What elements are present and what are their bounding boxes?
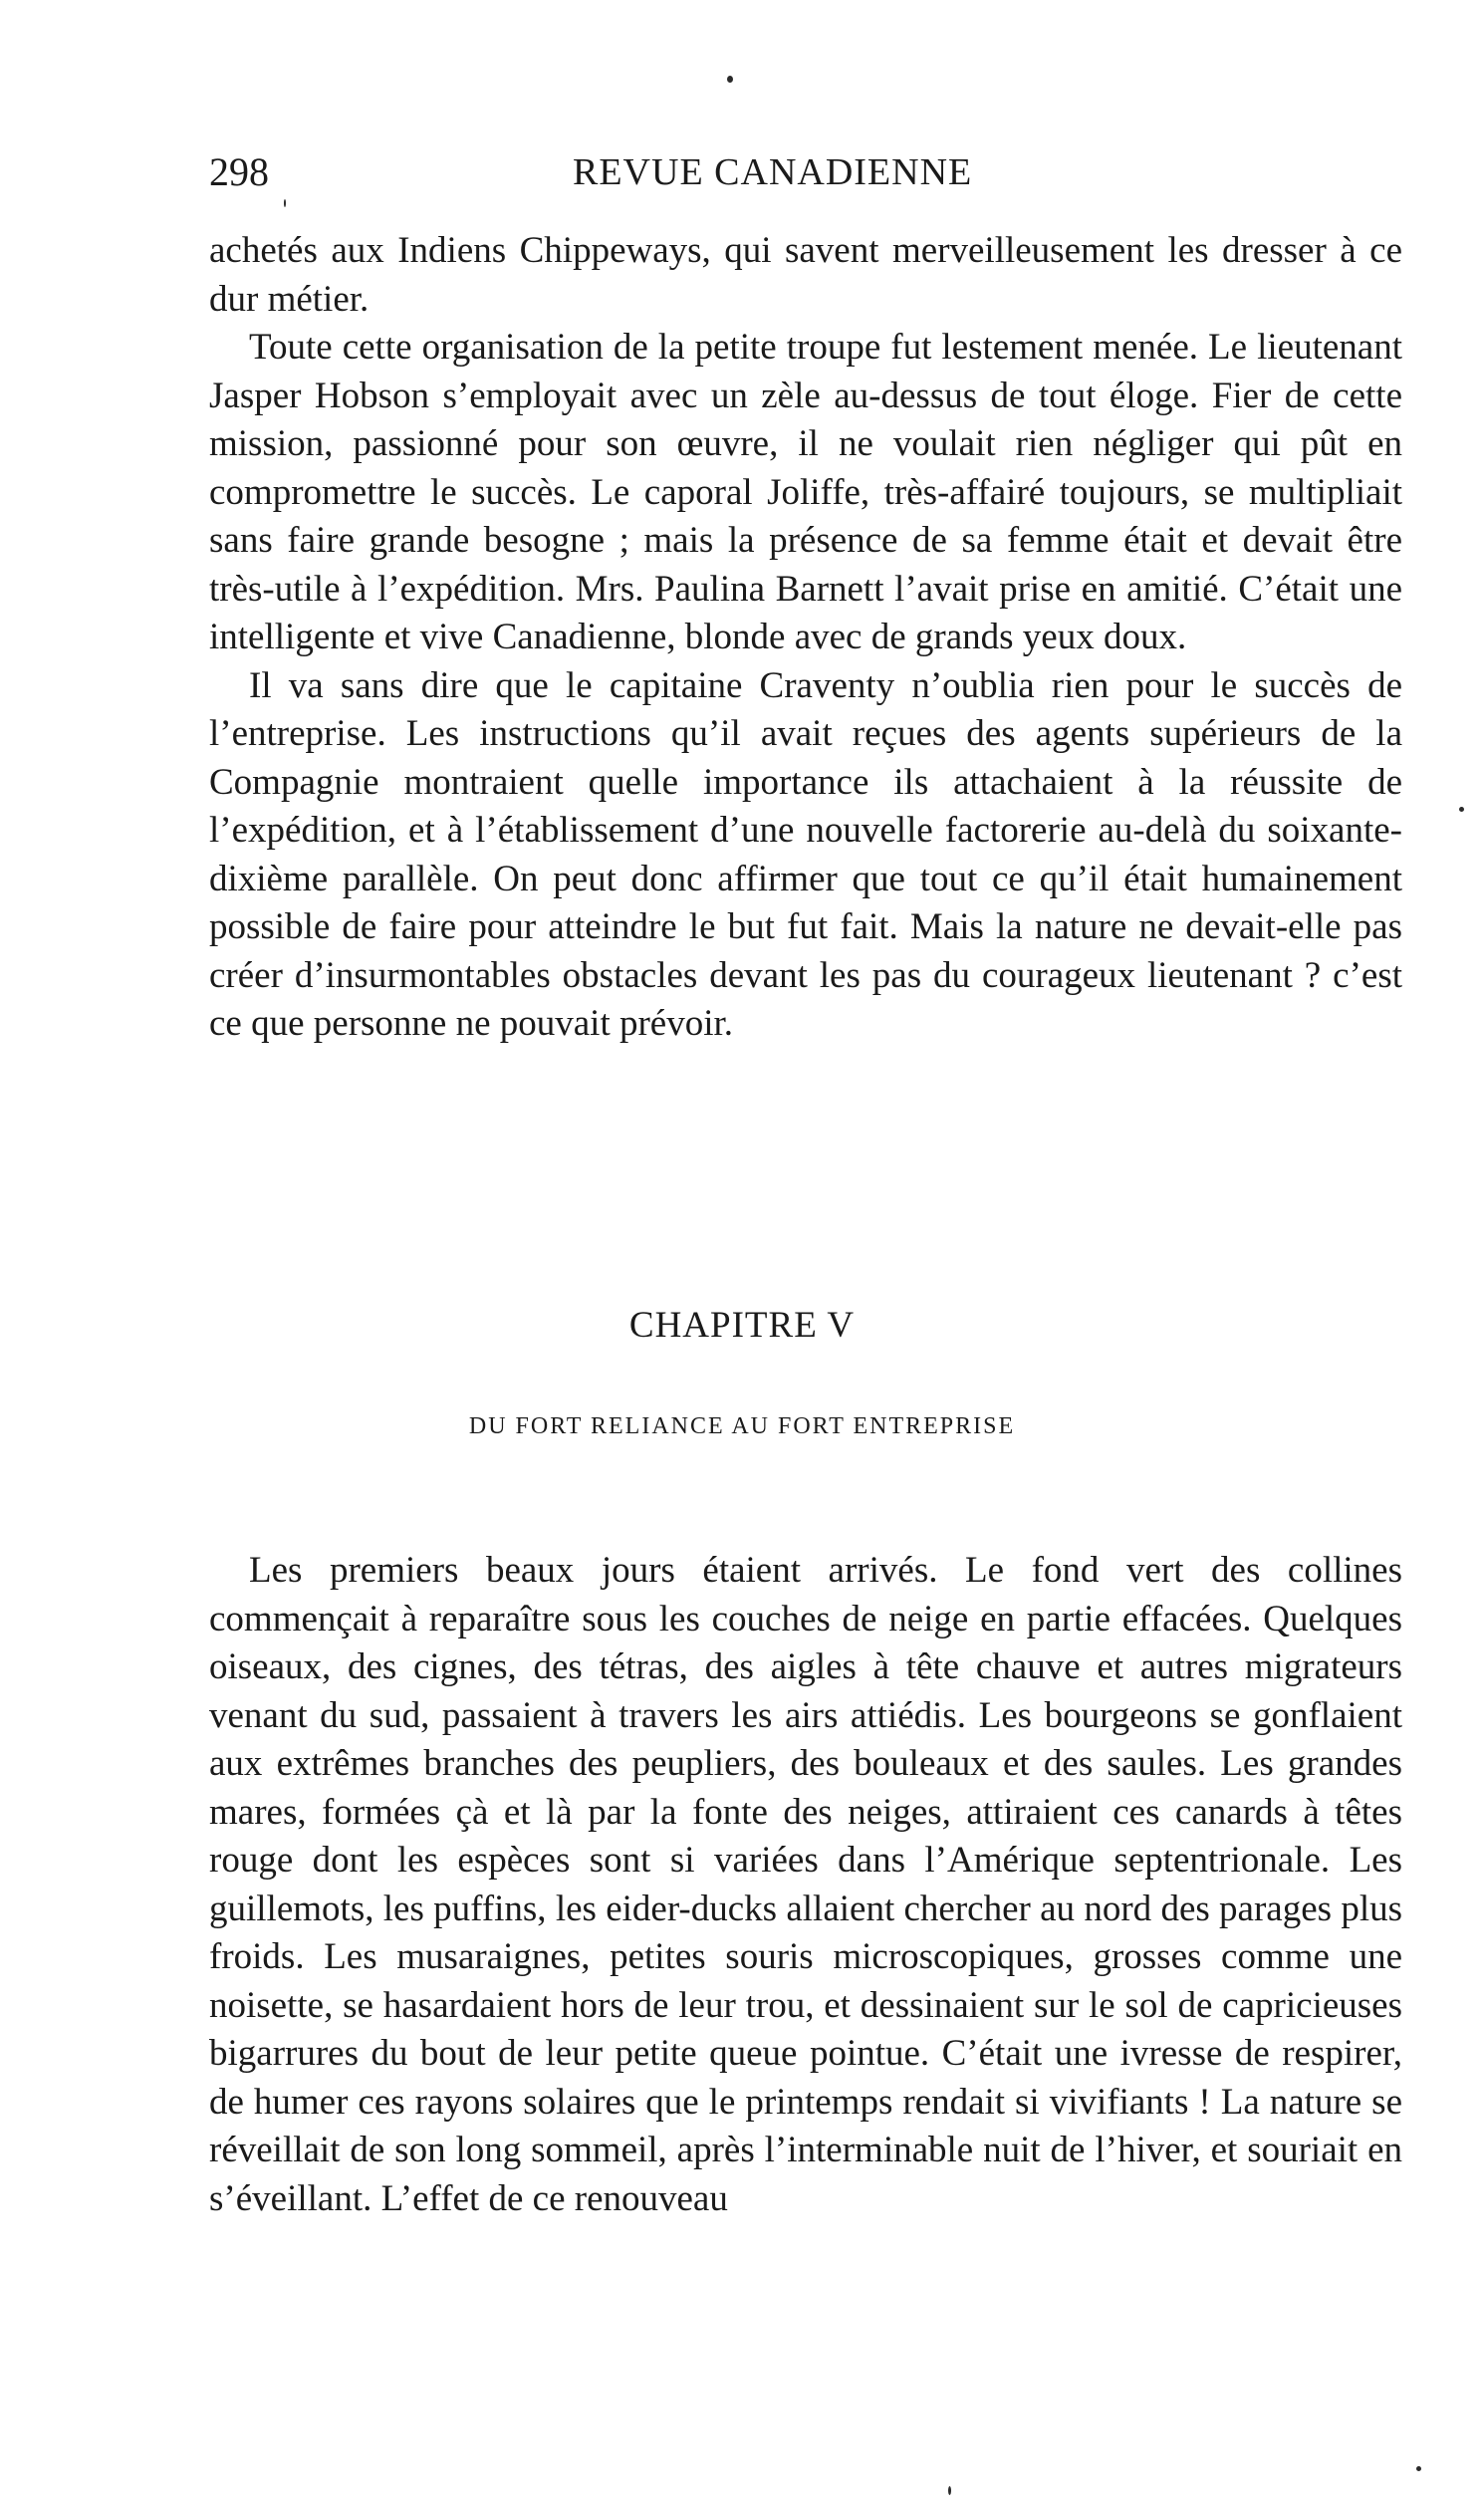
chapter-subtitle: DU FORT RELIANCE AU FORT ENTREPRISE — [468, 1413, 1016, 1439]
text-block-before-chapter — [209, 227, 1402, 1049]
scan-speck — [948, 2486, 951, 2495]
scan-speck — [1416, 2466, 1421, 2471]
chapter-title: CHAPITRE V — [628, 1305, 856, 1346]
page-number: 298 — [209, 149, 269, 194]
scan-speck — [284, 199, 286, 207]
paragraph-continuation: achetés aux Indiens Chippeways, qui savent merveilleusement les dresser à ce dur métier. — [209, 230, 1402, 320]
running-title: REVUE CANADIENNE — [573, 151, 973, 193]
scan-speck — [1459, 807, 1464, 812]
paragraph: Toute cette organisation de la petite troupe fut lestement menée. Le lieutenant Jasper Hobson s’employait avec un zèle au-dessus de tout éloge. Fier de cette mission, passionné pour son œuvre, il ne voulait rien négliger qui pût en compromettre le succès. Le caporal Joliffe, très-affairé toujours, se multipliait sans faire grande besogne ; mais la présence de sa femme était et devait être très-utile à l’expédition. Mrs. Paulina Barnett l’avait prise en amitié. C’était une intelligente et vive Canadienne, blonde avec de grands yeux doux. — [209, 327, 1402, 657]
text-block-chapter-body — [209, 1547, 1402, 2223]
scan-speck — [727, 76, 733, 83]
paragraph: Il va sans dire que le capitaine Craventy n’oublia rien pour le succès de l’entreprise. Les instructions qu’il avait reçues des agents supérieurs de la Compagnie montraient quelle importance ils attachaient à la réussite de l’expédition, et à l’établissement d’une nouvelle factorerie au-delà du soixante-dixième parallèle. On peut donc affirmer que tout ce qu’il était humainement possible de faire pour atteindre le but fut fait. Mais la nature ne devait-elle pas créer d’insurmontables obstacles devant les pas du courageux lieutenant ? c’est ce que personne ne pouvait prévoir. — [209, 664, 1402, 1044]
paragraph: Les premiers beaux jours étaient arrivés. Le fond vert des collines commençait à reparaître sous les couches de neige en partie effacées. Quelques oiseaux, des cignes, des tétras, des aigles à tête chauve et autres migrateurs venant du sud, passaient à travers les airs attiédis. Les bourgeons se gonflaient aux extrêmes branches des peupliers, des bouleaux et des saules. Les grandes mares, formées çà et là par la fonte des neiges, attiraient ces canards à têtes rouge dont les espèces sont si variées dans l’Amérique septentrionale. Les guillemots, les puffins, les eider-ducks allaient chercher au nord des parages plus froids. Les musaraignes, petites souris microscopiques, grosses comme une noisette, se hasardaient hors de leur trou, et dessinaient sur le sol de capricieuses bigarrures du bout de leur petite queue pointue. C’était une ivresse de respirer, de humer ces rayons solaires que le printemps rendait si vivifiants ! La nature se réveillait de son long sommeil, après l’interminable nuit de l’hiver, et souriait en s’éveillant. L’effet de ce renouveau — [209, 1550, 1402, 2219]
page-header — [209, 147, 1404, 207]
